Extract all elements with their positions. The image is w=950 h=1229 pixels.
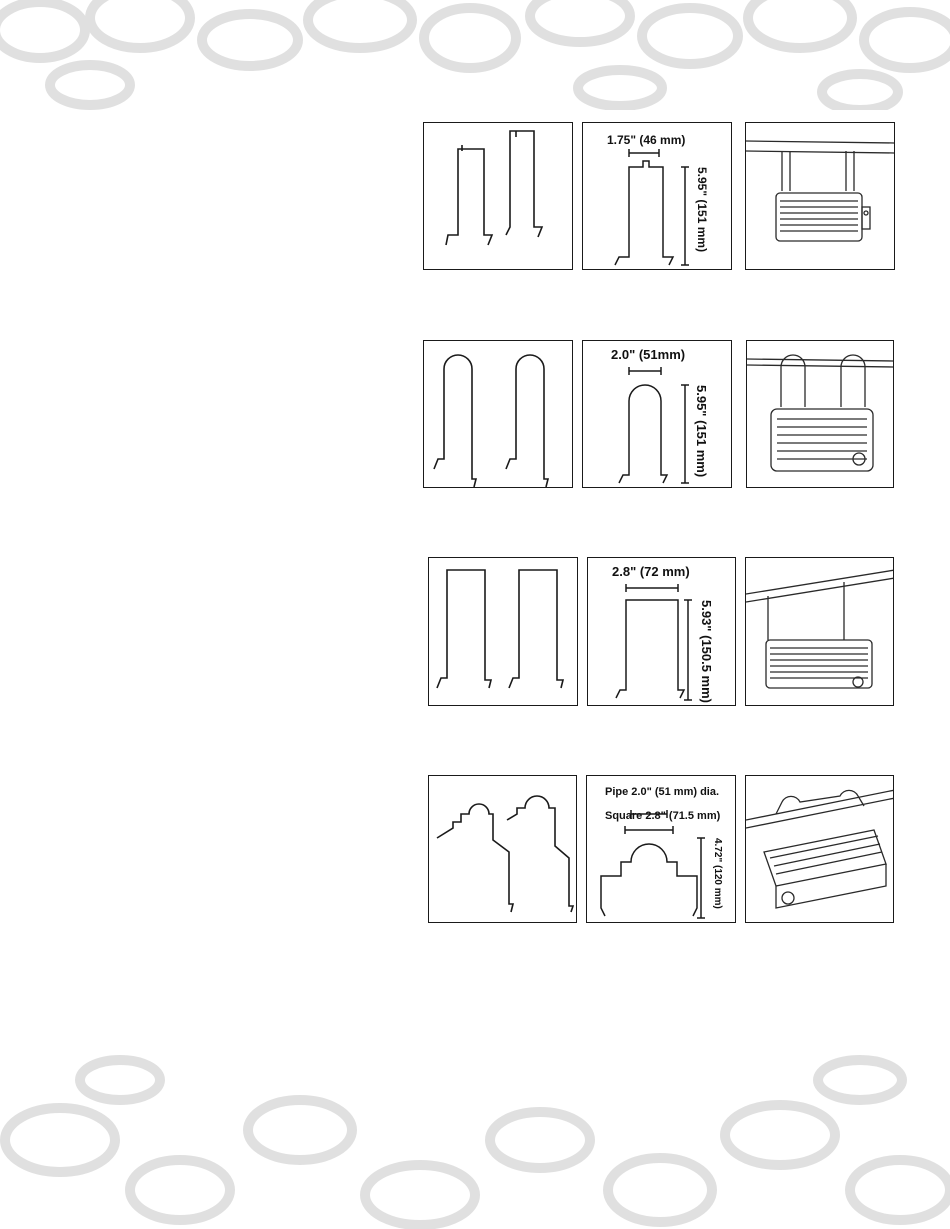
hanger-2-wire-drawing [424,341,573,488]
hanger-4-height-label: 4.72" (120 mm) [712,838,723,909]
hanger-1-ballast-illustration [746,123,895,270]
hanger-1-photo-panel [423,122,573,270]
hanger-1-dimension-panel [582,122,732,270]
hanger-3-photo-panel [428,557,578,706]
hanger-3-install-panel [745,557,894,706]
stone-texture-bottom [0,1020,950,1229]
hanger-2-photo-panel [423,340,573,488]
hanger-4-dimension-panel [586,775,736,923]
hanger-1-width-label: 1.75" (46 mm) [607,133,686,147]
hanger-3-ballast-illustration [746,558,894,706]
stone-texture-top [0,0,950,110]
hanger-1-wire-drawing [424,123,573,270]
hanger-4-square-label: Square 2.8" (71.5 mm) [605,810,721,822]
hanger-3-height-label: 5.93" (150.5 mm) [699,600,714,703]
hanger-2-dimension-panel [582,340,732,488]
hanger-4-ballast-illustration [746,776,894,923]
hanger-2-width-label: 2.0" (51mm) [611,347,686,362]
hanger-1-install-panel [745,122,895,270]
hanger-2-height-label: 5.95" (151 mm) [694,385,709,478]
hanger-2-dimension-drawing [583,341,732,488]
hanger-3-dimension-panel [587,557,736,706]
hanger-4-pipe-label: Pipe 2.0" (51 mm) dia. [605,786,720,798]
hanger-1-height-label: 5.95" (151 mm) [695,167,709,253]
hanger-4-wire-drawing [429,776,577,923]
hanger-2-install-panel [746,340,894,488]
hanger-2-ballast-illustration [747,341,894,488]
hanger-3-width-label: 2.8" (72 mm) [612,564,690,579]
hanger-4-photo-panel [428,775,577,923]
hanger-3-wire-drawing [429,558,578,706]
hanger-4-install-panel [745,775,894,923]
